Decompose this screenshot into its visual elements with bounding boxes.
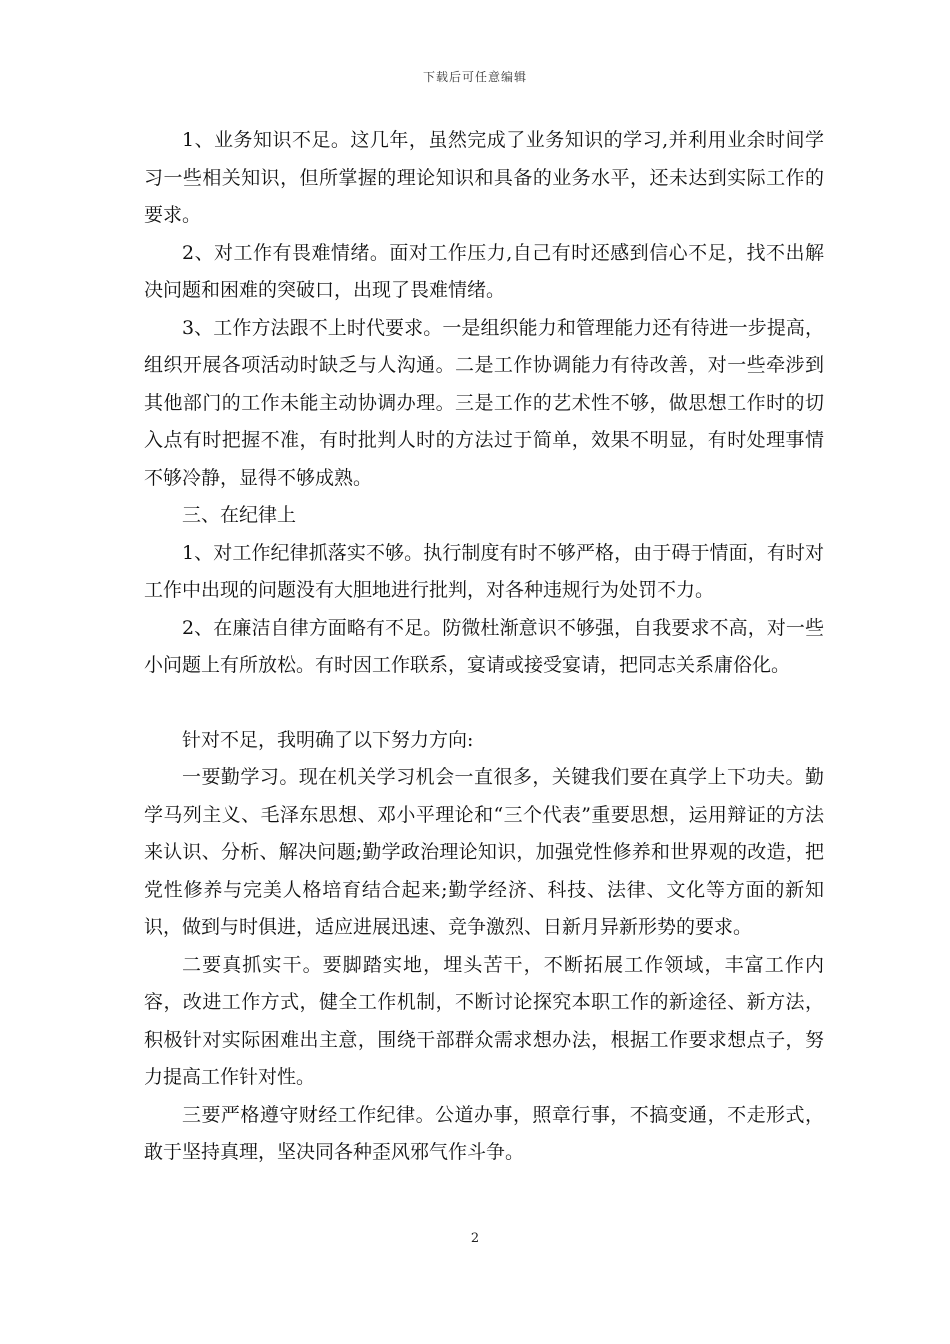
paragraph-diligent-study: 一要勤学习。现在机关学习机会一直很多，关键我们要在真学上下功夫。勤学马列主义、毛泽东思想、邓小平理论和“三个代表”重要思想，运用辩证的方法来认识、分析、解决问题;勤学政治理论知识，加强党性修养和世界观的改造，把党性修养与完美人格培育结合起来;勤学经济、科技、法律、文化等方面的新知识，做到与时俱进，适应进展迅速、竞争激烈、日新月异新形势的要求。 bbox=[144, 766, 824, 938]
document-body bbox=[144, 122, 824, 1172]
section-heading-discipline: 三、在纪律上 bbox=[182, 504, 297, 526]
page-header: 下载后可任意编辑 bbox=[422, 70, 527, 84]
paragraph-improvement-intro: 针对不足，我明确了以下努力方向: bbox=[182, 728, 474, 751]
paragraph-fear-of-difficulty: 2、对工作有畏难情绪。面对工作压力,自己有时还感到信心不足，找不出解决问题和困难的突破口，出现了畏难情绪。 bbox=[144, 241, 824, 301]
paragraph-work-discipline: 1、对工作纪律抓落实不够。执行制度有时不够严格，由于碍于情面，有时对工作中出现的问题没有大胆地进行批判，对各种违规行为处罚不力。 bbox=[144, 541, 824, 601]
paragraph-work-methods: 3、工作方法跟不上时代要求。一是组织能力和管理能力还有待进一步提高，组织开展各项活动时缺乏与人沟通。二是工作协调能力有待改善，对一些牵涉到其他部门的工作未能主动协调办理。三是工作的艺术性不够，做思想工作时的切入点有时把握不准，有时批判人时的方法过于简单，效果不明显，有时处理事情不够冷静，显得不够成熟。 bbox=[144, 316, 824, 489]
paragraph-business-knowledge: 1、业务知识不足。这几年，虽然完成了业务知识的学习,并利用业余时间学习一些相关知识，但所掌握的理论知识和具备的业务水平，还未达到实际工作的要求。 bbox=[144, 129, 824, 226]
paragraph-integrity: 2、在廉洁自律方面略有不足。防微杜渐意识不够强，自我要求不高，对一些小问题上有所放松。有时因工作联系，宴请或接受宴请，把同志关系庸俗化。 bbox=[144, 616, 824, 676]
page-number: 2 bbox=[470, 1231, 480, 1246]
paragraph-financial-discipline: 三要严格遵守财经工作纪律。公道办事，照章行事，不搞变通，不走形式，敢于坚持真理，坚决同各种歪风邪气作斗争。 bbox=[144, 1103, 824, 1163]
paragraph-practical-work: 二要真抓实干。要脚踏实地，埋头苦干，不断拓展工作领域，丰富工作内容，改进工作方式，健全工作机制，不断讨论探究本职工作的新途径、新方法，积极针对实际困难出主意，围绕干部群众需求想办法，根据工作要求想点子，努力提高工作针对性。 bbox=[144, 953, 824, 1088]
